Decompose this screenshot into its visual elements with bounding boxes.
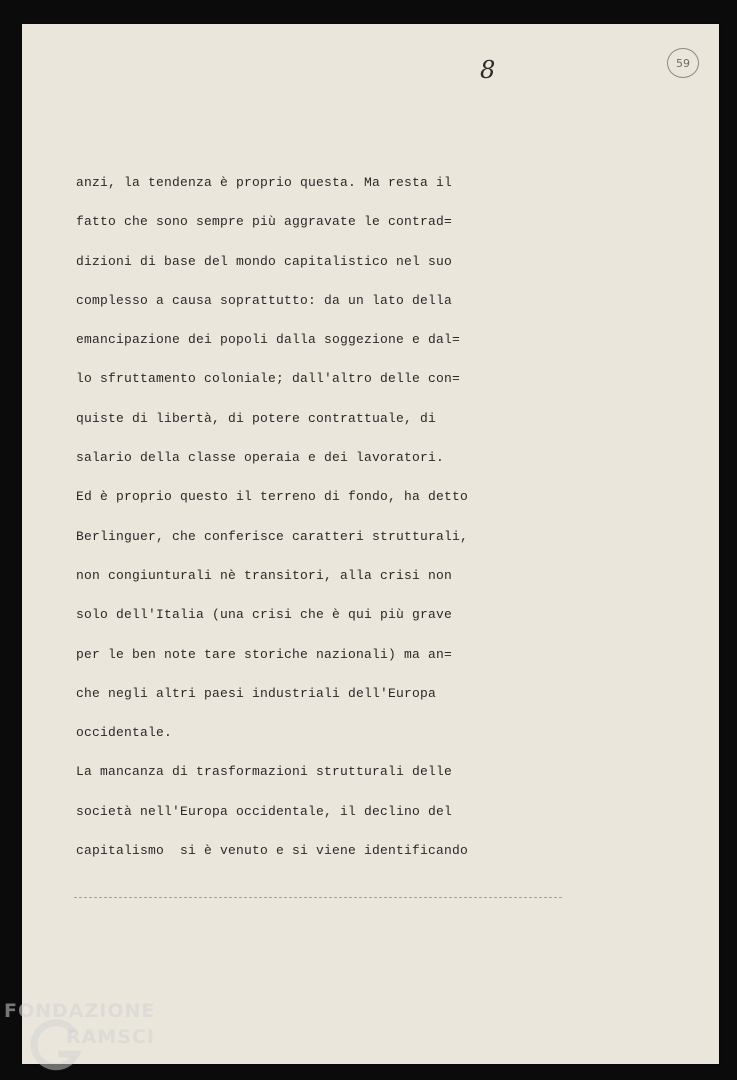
- watermark-line-1: FONDAZIONE: [4, 1000, 156, 1022]
- text-line: fatto che sono sempre più aggravate le contrad=: [76, 214, 453, 230]
- text-line: che negli altri paesi industriali dell'Europa: [76, 685, 437, 701]
- watermark-line-2: RAMSCI: [66, 1026, 155, 1048]
- text-line: capitalismo si è venuto e si viene identificando: [76, 843, 469, 859]
- text-line: società nell'Europa occidentale, il declino del: [76, 803, 453, 819]
- text-line: dizioni di base del mondo capitalistico nel suo: [76, 253, 453, 269]
- text-line: anzi, la tendenza è proprio questa. Ma resta il: [76, 175, 453, 190]
- text-line: complesso a causa soprattutto: da un lato della: [76, 292, 453, 308]
- text-line: La mancanza di trasformazioni strutturali delle: [76, 764, 453, 780]
- text-line: occidentale.: [76, 725, 173, 741]
- typewritten-text: [76, 172, 636, 879]
- text-line: salario della classe operaia e dei lavoratori.: [76, 450, 445, 466]
- text-line: lo sfruttamento coloniale; dall'altro delle con=: [76, 371, 461, 387]
- text-line: non congiunturali nè transitori, alla crisi non: [76, 567, 453, 583]
- text-line: emancipazione dei popoli dalla soggezione e dal=: [76, 332, 461, 348]
- text-line: Berlinguer, che conferisce caratteri strutturali,: [76, 528, 469, 544]
- handwritten-page-number: 8: [480, 56, 496, 84]
- folio-stamp: 59: [667, 48, 699, 78]
- document-page: [22, 24, 719, 1064]
- bottom-dashed-rule: [74, 897, 562, 898]
- fondazione-gramsci-watermark: [4, 1000, 204, 1080]
- text-line: per le ben note tare storiche nazionali) ma an=: [76, 646, 453, 662]
- text-line: quiste di libertà, di potere contrattuale, di: [76, 410, 437, 426]
- text-line: solo dell'Italia (una crisi che è qui più grave: [76, 607, 453, 623]
- text-line: Ed è proprio questo il terreno di fondo, ha detto: [76, 489, 469, 505]
